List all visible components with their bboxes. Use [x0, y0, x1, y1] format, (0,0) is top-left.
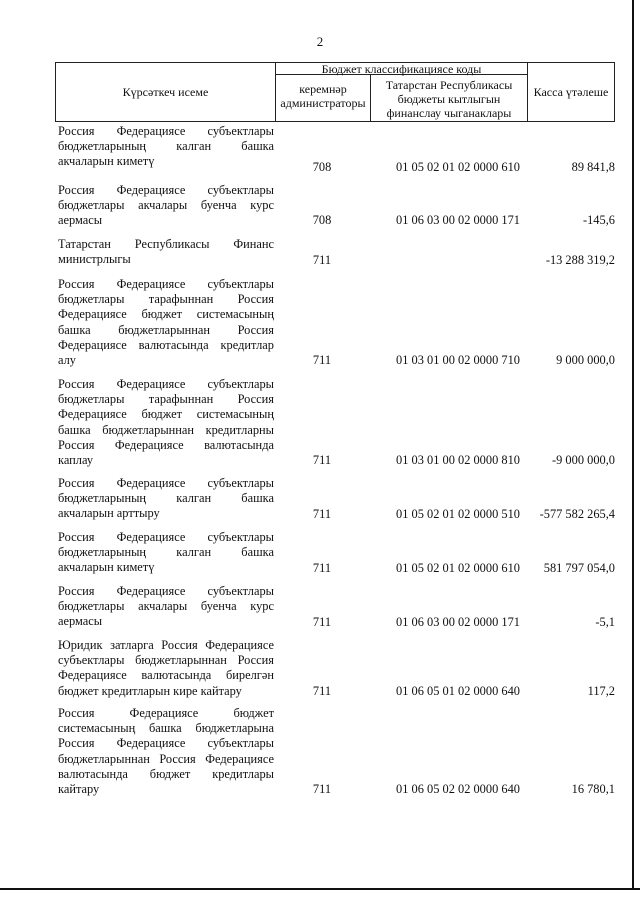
table-row	[55, 706, 620, 797]
row-source-code: 01 05 02 01 02 0000 610	[396, 159, 520, 174]
row-amount: 89 841,8	[571, 159, 615, 174]
row-source-code: 01 03 01 00 02 0000 810	[396, 452, 520, 467]
header-admin-label: керемнәр администраторы	[280, 82, 366, 110]
row-amount: -5,1	[595, 614, 615, 629]
row-source-code: 01 03 01 00 02 0000 710	[396, 352, 520, 367]
row-source-code: 01 06 05 02 02 0000 640	[396, 781, 520, 796]
row-amount: -9 000 000,0	[552, 452, 615, 467]
table-row	[55, 124, 620, 175]
table-row	[55, 183, 620, 228]
row-source-code: 01 05 02 01 02 0000 610	[396, 560, 520, 575]
row-source-code: 01 06 05 01 02 0000 640	[396, 683, 520, 698]
row-admin-code: 711	[312, 352, 332, 367]
table-row	[55, 377, 620, 468]
row-name: Россия Федерациясе субъектлары бюджетларының калган башка акчаларын арттыру	[58, 476, 274, 521]
row-amount: -577 582 265,4	[539, 506, 615, 521]
row-name: Юридик затларга Россия Федерациясе субъектлары бюджетларыннан Россия Федерациясе валютасында бирелгән бюджет кредитларын кире кайтару	[58, 638, 274, 698]
row-amount: 581 797 054,0	[543, 560, 615, 575]
row-admin-code: 711	[312, 614, 332, 629]
row-amount: 117,2	[587, 683, 615, 698]
row-name: Россия Федерациясе субъектлары бюджетлары тарафыннан Россия Федерациясе бюджет системасының башка бюджетларыннан Россия Федерациясе валютасында кредитлар алу	[58, 277, 274, 368]
row-name: Россия Федерациясе субъектлары бюджетлары акчалары буенча курс аермасы	[58, 584, 274, 629]
table-header	[55, 62, 615, 122]
row-amount: -145,6	[582, 212, 615, 227]
row-admin-code: 708	[312, 212, 332, 227]
table-row	[55, 277, 620, 368]
header-source-label: Татарстан Республикасы бюджеты кытлыгын финанслау чыганаклары	[385, 78, 513, 120]
row-admin-code: 711	[312, 560, 332, 575]
table-row	[55, 584, 620, 630]
row-name: Татарстан Республикасы Финанс министрлыгы	[58, 237, 274, 267]
row-source-code: 01 06 03 00 02 0000 171	[396, 614, 520, 629]
row-name: Россия Федерациясе бюджет системасының башка бюджетларына Россия Федерациясе субъектлары бюджетларыннан Россия Федерациясе валютасында бюджет кредитлары кайтару	[58, 706, 274, 797]
row-amount: 9 000 000,0	[556, 352, 615, 367]
scan-edge-bottom	[0, 888, 640, 890]
row-admin-code: 711	[312, 781, 332, 796]
row-name: Россия Федерациясе субъектлары бюджетларының калган башка акчаларын киметү	[58, 124, 274, 169]
scan-edge-right	[632, 0, 634, 890]
header-amount-label: Касса үтәлеше	[533, 85, 609, 99]
row-admin-code: 711	[312, 452, 332, 467]
table-row	[55, 476, 620, 522]
row-source-code: 01 06 03 00 02 0000 171	[396, 212, 520, 227]
row-name: Россия Федерациясе субъектлары бюджетларының калган башка акчаларын киметү	[58, 530, 274, 575]
page-number: 2	[316, 34, 324, 49]
row-name: Россия Федерациясе субъектлары бюджетлары акчалары буенча курс аермасы	[58, 183, 274, 228]
table-row	[55, 237, 620, 268]
row-name: Россия Федерациясе субъектлары бюджетлары тарафыннан Россия Федерациясе бюджет системасының башка бюджетларыннан кредитларны Россия Федерациясе валютасында каплау	[58, 377, 274, 468]
row-admin-code: 711	[312, 683, 332, 698]
table-row	[55, 530, 620, 576]
table-body	[55, 124, 620, 797]
row-amount: -13 288 319,2	[545, 252, 615, 267]
row-admin-code: 708	[312, 159, 332, 174]
header-name-label: Күрсәткеч исеме	[122, 85, 209, 99]
row-amount: 16 780,1	[571, 781, 615, 796]
row-admin-code: 711	[312, 252, 332, 267]
table-row	[55, 638, 620, 699]
header-group-label: Бюджет классификациясе коды	[321, 62, 482, 76]
row-admin-code: 711	[312, 506, 332, 521]
row-source-code: 01 05 02 01 02 0000 510	[396, 506, 520, 521]
